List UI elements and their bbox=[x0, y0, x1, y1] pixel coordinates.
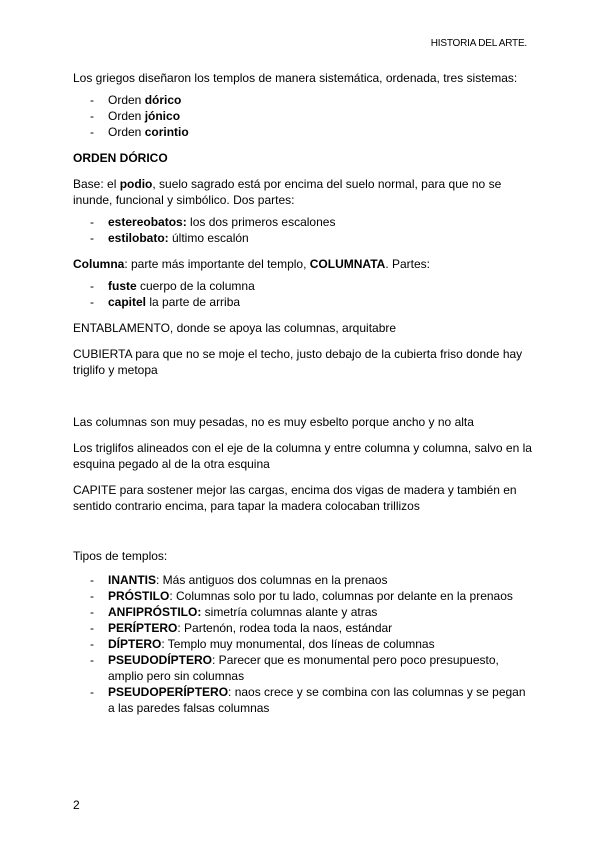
bold-term: podio bbox=[119, 177, 153, 191]
list-item bbox=[73, 294, 533, 310]
list-item bbox=[73, 92, 533, 108]
section-heading-text: ORDEN DÓRICO bbox=[73, 151, 168, 165]
list-item-text: : naos crece y se combina con las columnas y se pegan a las paredes falsas columnas bbox=[108, 685, 526, 715]
text-run: , suelo sagrado está por encima del suelo normal, para que no se inunde, funcional y simbólico. Dos partes: bbox=[73, 177, 502, 207]
list-item-text: : Parecer que es monumental pero poco presupuesto, amplio pero sin columnas bbox=[108, 653, 499, 683]
list-item bbox=[73, 684, 533, 716]
entablamento-paragraph: ENTABLAMENTO, donde se apoya las columnas, arquitabre bbox=[73, 321, 397, 335]
running-header: HISTORIA DEL ARTE. bbox=[430, 38, 527, 49]
bullet-dash: - bbox=[90, 109, 94, 123]
list-item-term: estereobatos: bbox=[108, 215, 187, 229]
list-item-term: corintio bbox=[144, 125, 189, 139]
bullet-dash: - bbox=[90, 295, 94, 309]
document-body bbox=[73, 70, 533, 716]
list-item-term: PRÓSTILO bbox=[108, 589, 170, 603]
bold-term: COLUMNATA bbox=[309, 257, 386, 271]
list-item-term: PSEUDODÍPTERO bbox=[108, 653, 213, 667]
column-paragraph bbox=[73, 256, 533, 272]
triglifos-paragraph: Los triglifos alineados con el eje de la columna y entre columna y columna, salvo en la esquina pegado al de la otra esquina bbox=[73, 441, 532, 471]
list-item-prefix: Orden bbox=[108, 93, 145, 107]
list-item-term: PERÍPTERO bbox=[108, 621, 178, 635]
list-item bbox=[73, 636, 533, 652]
list-item-term: estilobato: bbox=[108, 231, 169, 245]
types-heading: Tipos de templos: bbox=[73, 549, 168, 563]
list-item-prefix: Orden bbox=[108, 125, 145, 139]
bullet-dash: - bbox=[90, 279, 94, 293]
list-item bbox=[73, 278, 533, 294]
bullet-dash: - bbox=[90, 653, 94, 667]
bullet-dash: - bbox=[90, 231, 94, 245]
intro-paragraph: Los griegos diseñaron los templos de manera sistemática, ordenada, tres sistemas: bbox=[73, 71, 518, 85]
list-item bbox=[73, 588, 533, 604]
list-item-text: cuerpo de la columna bbox=[136, 279, 255, 293]
columnas-paragraph: Las columnas son muy pesadas, no es muy esbelto porque ancho y no alta bbox=[73, 415, 474, 429]
page-number: 2 bbox=[73, 798, 80, 812]
bullet-dash: - bbox=[90, 621, 94, 635]
bold-term: Columna bbox=[73, 257, 125, 271]
list-item-term: PSEUDOPERÍPTERO bbox=[108, 685, 229, 699]
base-paragraph bbox=[73, 176, 533, 208]
list-item bbox=[73, 572, 533, 588]
text-run: . Partes: bbox=[385, 257, 430, 271]
base-parts-list bbox=[73, 214, 533, 246]
list-item-text: : Partenón, rodea toda la naos, estándar bbox=[177, 621, 393, 635]
list-item-text: : Columnas solo por tu lado, columnas por delante en la prenaos bbox=[169, 589, 513, 603]
text-run: Base: el bbox=[73, 177, 120, 191]
list-item-term: jónico bbox=[144, 109, 181, 123]
cubierta-paragraph: CUBIERTA para que no se moje el techo, justo debajo de la cubierta friso donde hay triglifo y metopa bbox=[73, 347, 523, 377]
bullet-dash: - bbox=[90, 605, 94, 619]
list-item-text: : Templo muy monumental, dos líneas de columnas bbox=[161, 637, 435, 651]
list-item-text: simetría columnas alante y atras bbox=[201, 605, 378, 619]
capite-paragraph: CAPITE para sostener mejor las cargas, encima dos vigas de madera y también en sentido contrario encima, para tapar la madera colocaban trillizos bbox=[73, 483, 517, 513]
list-item-text: último escalón bbox=[168, 231, 249, 245]
section-heading bbox=[73, 150, 533, 166]
list-item bbox=[73, 604, 533, 620]
list-item-text: la parte de arriba bbox=[146, 295, 241, 309]
text-run: : parte más importante del templo, bbox=[124, 257, 310, 271]
list-item-term: fuste bbox=[108, 279, 137, 293]
column-parts-list bbox=[73, 278, 533, 310]
bullet-dash: - bbox=[90, 573, 94, 587]
bullet-dash: - bbox=[90, 125, 94, 139]
list-item-text: los dos primeros escalones bbox=[186, 215, 336, 229]
list-item bbox=[73, 124, 533, 140]
bullet-dash: - bbox=[90, 215, 94, 229]
temple-types-list bbox=[73, 572, 533, 716]
list-item-prefix: Orden bbox=[108, 109, 145, 123]
list-item-term: capitel bbox=[108, 295, 147, 309]
list-item-term: ANFIPRÓSTILO: bbox=[108, 605, 202, 619]
list-item bbox=[73, 230, 533, 246]
list-item-term: dórico bbox=[144, 93, 182, 107]
bullet-dash: - bbox=[90, 685, 94, 699]
orders-list bbox=[73, 92, 533, 140]
bullet-dash: - bbox=[90, 589, 94, 603]
list-item bbox=[73, 108, 533, 124]
list-item-term: INANTIS bbox=[108, 573, 156, 587]
list-item-term: DÍPTERO bbox=[108, 637, 162, 651]
bullet-dash: - bbox=[90, 637, 94, 651]
list-item bbox=[73, 620, 533, 636]
list-item bbox=[73, 214, 533, 230]
list-item bbox=[73, 652, 533, 684]
bullet-dash: - bbox=[90, 93, 94, 107]
list-item-text: : Más antiguos dos columnas en la prenaos bbox=[156, 573, 388, 587]
